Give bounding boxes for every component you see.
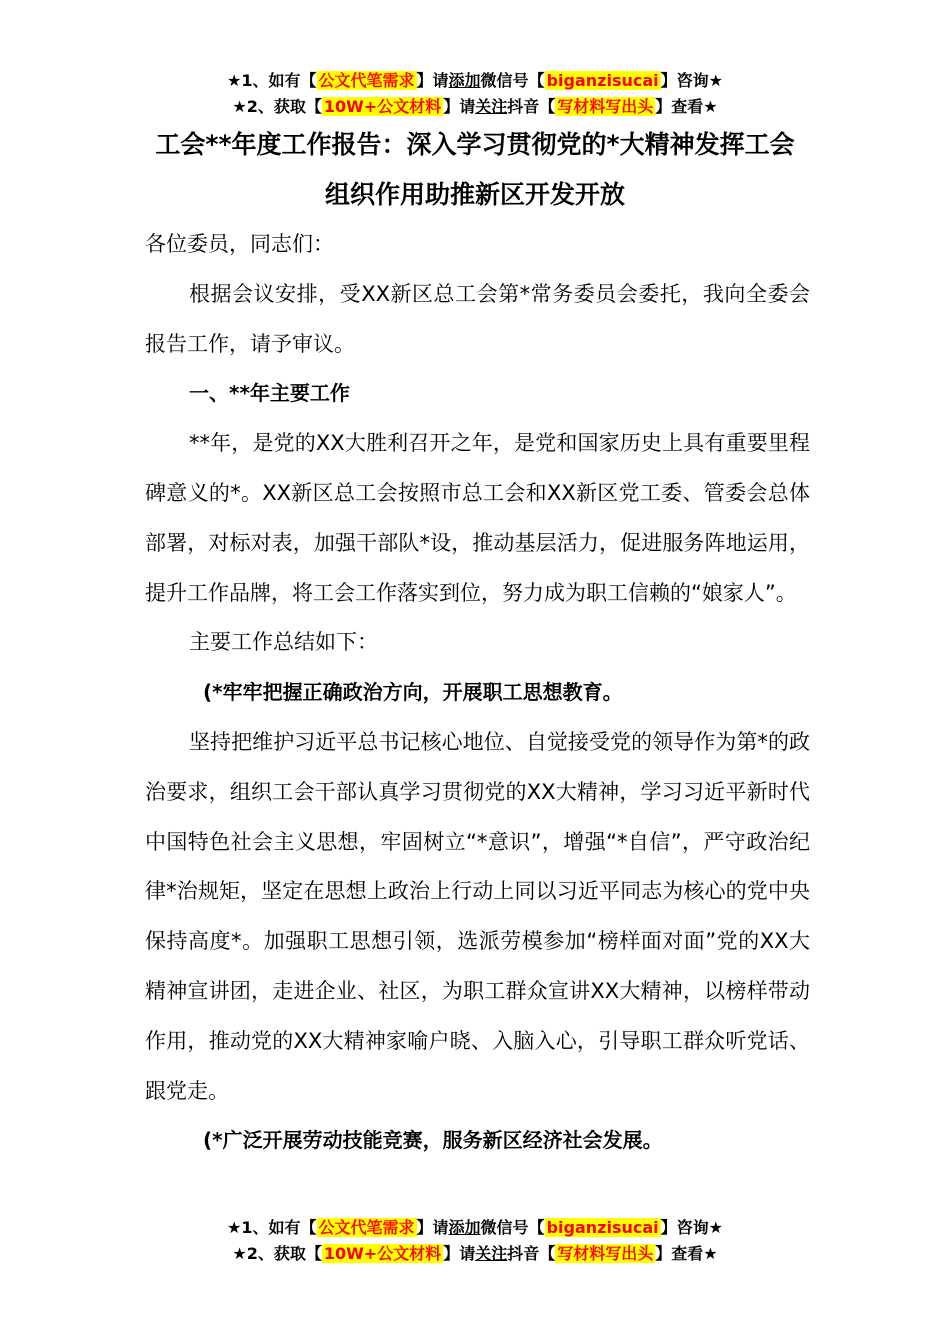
douyin-id-highlight: 写材料写出头 — [557, 97, 654, 116]
douyin-id-highlight: 写材料写出头 — [557, 1244, 654, 1263]
subsection-heading: (*广泛开展劳动技能竞赛，服务新区经济社会发展。 — [203, 1128, 663, 1153]
document-title-line-2: 组织作用助推新区开发开放 — [324, 180, 625, 209]
subsection-heading: (*牢牢把握正确政治方向，开展职工思想教育。 — [203, 680, 623, 705]
promo-line-1: ★1、如有【 公文代笔需求 】请添加微信号【 biganzisucai 】咨询★ — [227, 71, 723, 90]
document-body — [145, 220, 810, 1166]
paragraph-summary-lead: 主要工作总结如下： — [189, 630, 378, 655]
section-heading: 一、**年主要工作 — [189, 381, 350, 406]
promo-highlight: 10W+公文材料 — [323, 1244, 442, 1263]
promo-banner-bottom — [0, 1215, 950, 1267]
paragraph-overview: **年，是党的XX大胜利召开之年，是党和国家历史上具有重要里程碑意义的*。XX新区总工会按照市总工会和XX新区党工委、管委会总体部署，对标对表，加强干部队*设，推动基层活力，促进服务阵地运用，提升工作品牌，将工会工作落实到位，努力成为职工信赖的“娘家人”。 — [145, 431, 810, 605]
promo-highlight: 10W+公文材料 — [323, 97, 442, 116]
wechat-id-highlight: biganzisucai — [546, 71, 659, 90]
paragraph-political: 坚持把维护习近平总书记核心地位、自觉接受党的领导作为第*的政治要求，组织工会干部认真学习贯彻党的XX大精神，学习习近平新时代中国特色社会主义思想，牢固树立“*意识”，增强“*自信”，严守政治纪律*治规矩，坚定在思想上政治上行动上同以习近平同志为核心的党中央保持高度*。加强职工思想引领，选派劳模参加“榜样面对面”党的XX大精神宣讲团，走进企业、社区，为职工群众宣讲XX大精神，以榜样带动作用，推动党的XX大精神家喻户晓、入脑入心，引导职工群众听党话、跟党走。 — [145, 729, 810, 1103]
wechat-id-highlight: biganzisucai — [546, 1218, 659, 1237]
paragraph-intro: 根据会议安排，受XX新区总工会第*常务委员会委托，我向全委会报告工作，请予审议。 — [145, 281, 810, 356]
promo-line-1: ★1、如有【 公文代笔需求 】请添加微信号【 biganzisucai 】咨询★ — [227, 1218, 723, 1237]
promo-banner-top — [0, 68, 950, 120]
salutation: 各位委员，同志们： — [145, 232, 334, 256]
promo-highlight: 公文代笔需求 — [318, 1218, 415, 1237]
promo-line-2: ★2、获取【 10W+公文材料 】请关注抖音【 写材料写出头 】查看★ — [232, 1244, 718, 1263]
promo-highlight: 公文代笔需求 — [318, 71, 415, 90]
document-title-line-1: 工会**年度工作报告：深入学习贯彻党的*大精神发挥工会 — [155, 130, 795, 159]
promo-line-2: ★2、获取【 10W+公文材料 】请关注抖音【 写材料写出头 】查看★ — [232, 97, 718, 116]
